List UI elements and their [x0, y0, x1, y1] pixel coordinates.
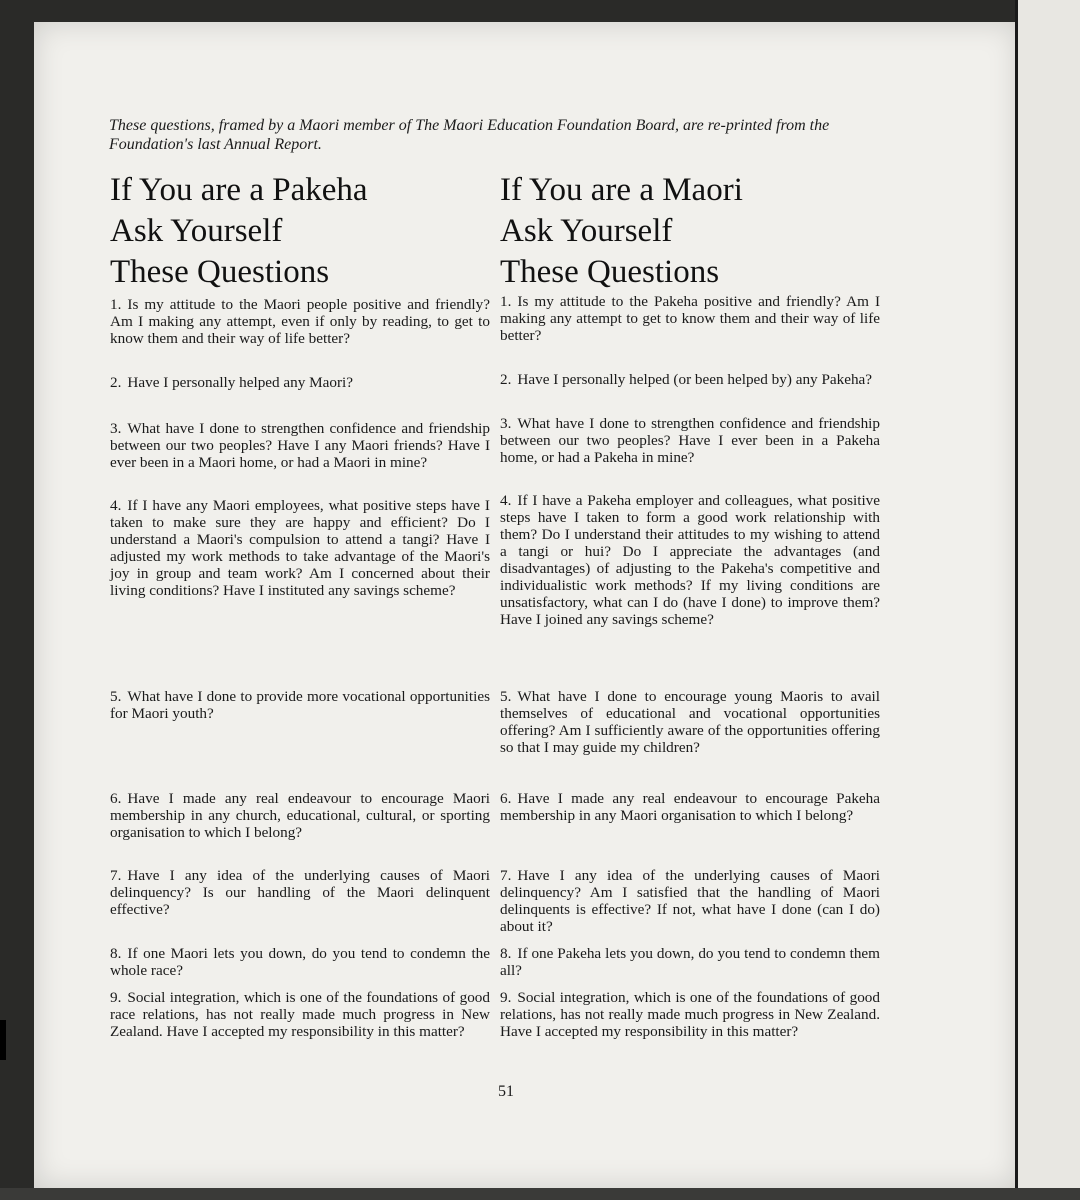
maori-heading-line-2: Ask Yourself [500, 213, 673, 249]
question-number: 4. [110, 497, 122, 514]
pakeha-heading-line-2: Ask Yourself [110, 213, 283, 249]
maori-question-1 [500, 293, 880, 344]
question-text: Is my attitude to the Pakeha positive and friendly? Am I making any attempt to get to know them and their way of life better? [500, 293, 880, 344]
question-text: What have I done to strengthen confidence and friendship between our two peoples? Have I any Maori friends? Have I ever been in a Maori home, or had a Maori in mine? [110, 420, 490, 471]
maori-heading [500, 170, 880, 293]
question-number: 5. [500, 688, 512, 705]
question-text: Social integration, which is one of the foundations of good relations, has not really made much progress in New Zealand. Have I accepted my responsibility in this matter? [500, 989, 880, 1040]
pakeha-question-4 [110, 497, 490, 599]
pakeha-question-2 [110, 374, 490, 391]
maori-question-9 [500, 989, 880, 1040]
question-text: If I have a Pakeha employer and colleagues, what positive steps have I taken to form a good work relationship with them? Do I understand their attitudes to my wishing to attend a tangi or hui? Do I appreciate the advantages (and disadvantages) of adjusting to the Pakeha's competitive and individualistic work methods? If my living conditions are unsatisfactory, what can I do (have I done) to improve them? Have I joined any savings scheme? [500, 492, 880, 628]
question-text: What have I done to strengthen confidence and friendship between our two peoples? Have I ever been in a Pakeha home, or had a Pakeha in mine? [500, 415, 880, 466]
question-number: 2. [500, 371, 512, 388]
question-number: 8. [110, 945, 122, 962]
question-number: 9. [500, 989, 512, 1006]
pakeha-question-3 [110, 420, 490, 471]
question-text: Social integration, which is one of the foundations of good race relations, has not really made much progress in New Zealand. Have I accepted my responsibility in this matter? [110, 989, 490, 1040]
pakeha-column [110, 170, 490, 1040]
question-text: Have I made any real endeavour to encourage Maori membership in any church, educational, cultural, or sporting organisation to which I belong? [110, 790, 490, 841]
question-text: What have I done to encourage young Maoris to avail themselves of educational and vocational opportunities offering? Am I sufficiently aware of the opportunities offering so that I may guide my children? [500, 688, 880, 756]
maori-question-5 [500, 688, 880, 756]
question-text: Have I made any real endeavour to encourage Pakeha membership in any Maori organisation to which I belong? [500, 790, 880, 824]
question-number: 1. [110, 296, 122, 313]
maori-question-2 [500, 371, 880, 388]
question-text: Have I any idea of the underlying causes of Maori delinquency? Is our handling of the Maori delinquent effective? [110, 867, 490, 918]
question-text: Have I personally helped any Maori? [127, 374, 354, 391]
question-text: If one Pakeha lets you down, do you tend to condemn them all? [500, 945, 880, 979]
question-number: 8. [500, 945, 512, 962]
question-number: 4. [500, 492, 512, 509]
intro-note: These questions, framed by a Maori member of The Maori Education Foundation Board, are re-printed from the Foundation's last Annual Report. [109, 117, 830, 153]
question-number: 7. [110, 867, 122, 884]
maori-heading-line-3: These Questions [500, 254, 720, 290]
question-number: 3. [500, 415, 512, 432]
pakeha-heading-line-3: These Questions [110, 254, 330, 290]
scan-right-edge [1015, 0, 1080, 1200]
maori-question-3 [500, 415, 880, 466]
question-number: 2. [110, 374, 122, 391]
question-text: If one Maori lets you down, do you tend to condemn the whole race? [110, 945, 490, 979]
pakeha-question-8 [110, 945, 490, 979]
pakeha-heading [110, 170, 490, 293]
pakeha-question-1 [110, 296, 490, 347]
question-text: If I have any Maori employees, what positive steps have I taken to make sure they are happy and efficient? Do I understand a Maori's compulsion to attend a tangi? Have I adjusted my work methods to take advantage of the Maori's joy in group and team work? Am I concerned about their living conditions? Have I instituted any savings scheme? [110, 497, 490, 599]
pakeha-question-9 [110, 989, 490, 1040]
pakeha-question-7 [110, 867, 490, 918]
maori-question-8 [500, 945, 880, 979]
pakeha-question-6 [110, 790, 490, 841]
question-number: 3. [110, 420, 122, 437]
page-number: 51 [498, 1083, 514, 1100]
question-number: 6. [500, 790, 512, 807]
pakeha-heading-line-1: If You are a Pakeha [110, 172, 368, 208]
maori-question-7 [500, 867, 880, 935]
question-number: 9. [110, 989, 122, 1006]
question-number: 1. [500, 293, 512, 310]
maori-question-6 [500, 790, 880, 824]
maori-question-4 [500, 492, 880, 628]
question-text: Have I personally helped (or been helped by) any Pakeha? [517, 371, 873, 388]
question-number: 5. [110, 688, 122, 705]
maori-column [500, 170, 880, 1040]
scan-bottom-border [0, 1188, 1080, 1200]
question-number: 7. [500, 867, 512, 884]
binding-mark [0, 1020, 6, 1060]
question-number: 6. [110, 790, 122, 807]
question-text: Have I any idea of the underlying causes of Maori delinquency? Am I satisfied that the handling of Maori delinquents is effective? If not, what have I done (can I do) about it? [500, 867, 880, 935]
question-text: Is my attitude to the Maori people positive and friendly? Am I making any attempt, even if only by reading, to get to know them and their way of life better? [110, 296, 490, 347]
question-text: What have I done to provide more vocational opportunities for Maori youth? [110, 688, 490, 722]
maori-heading-line-1: If You are a Maori [500, 172, 743, 208]
pakeha-question-5 [110, 688, 490, 722]
